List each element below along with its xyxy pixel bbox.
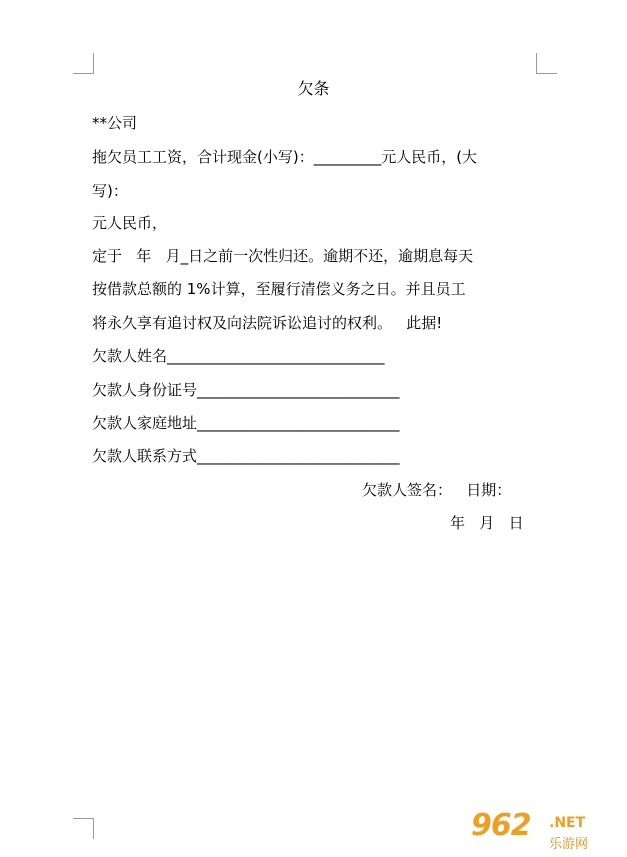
watermark-logo: 962 [471,808,531,843]
document-title: 欠条 [297,79,330,98]
watermark-domain: .NET [549,815,586,831]
signature-line: 欠款人签名： 日期： [362,481,512,499]
debtor-address-field: 欠款人家庭地址___________________________ [92,414,400,432]
penalty-line: 按借款总额的 1%计算，至履行清偿义务之日。并且员工 [92,280,466,298]
currency-line: 元人民币， [92,214,168,232]
debtor-contact-field: 欠款人联系方式___________________________ [92,447,400,465]
corner-mark-bottom-left [73,818,94,839]
debtor-id-field: 欠款人身份证号___________________________ [92,381,400,399]
corner-mark-top-right [536,53,557,74]
debtor-name-field: 欠款人姓名_____________________________ [92,347,385,365]
site-watermark [471,809,621,853]
company-line: **公司 [92,114,138,132]
debt-amount-line: 拖欠员工工资，合计现金(小写)：_________元人民币，(大 [92,148,478,166]
watermark-site-name: 乐游网 [549,837,589,852]
corner-mark-top-left [73,53,94,74]
debt-amount-line-cont: 写)： [92,182,128,200]
rights-line: 将永久享有追讨权及向法院诉讼追讨的权利。 此据! [92,314,443,332]
repayment-line: 定于 年 月_日之前一次性归还。逾期不还，逾期息每天 [92,247,474,265]
date-line: 年 月 日 [450,514,524,532]
